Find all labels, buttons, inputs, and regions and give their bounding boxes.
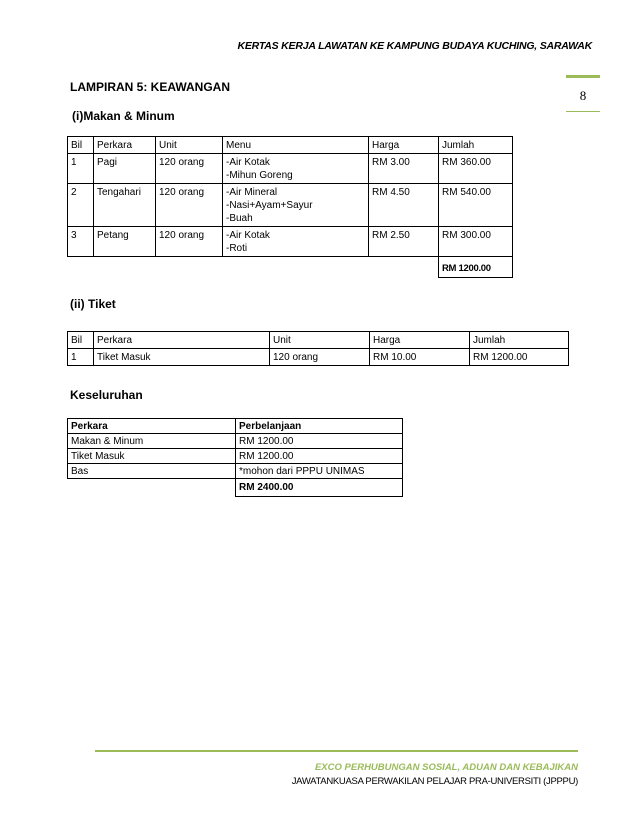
col-header-perbelanjaan: Perbelanjaan <box>236 419 403 434</box>
menu-item: -Nasi+Ayam+Sayur <box>226 200 313 211</box>
menu-item: -Roti <box>226 243 248 254</box>
cell-bil: 1 <box>68 349 94 366</box>
table-row <box>68 154 513 184</box>
section-title: LAMPIRAN 5: KEAWANGAN <box>70 80 231 94</box>
col-header-menu: Menu <box>223 137 369 154</box>
cell-perkara: Tengahari <box>94 184 156 227</box>
cell-perkara: Petang <box>94 227 156 257</box>
keseluruhan-total: RM 2400.00 <box>236 479 403 497</box>
cell-jumlah: RM 360.00 <box>439 154 513 184</box>
col-header-bil: Bil <box>68 332 94 349</box>
col-header-jumlah: Jumlah <box>470 332 569 349</box>
makan-table <box>67 136 513 278</box>
footer-rule <box>95 750 578 752</box>
cell-menu <box>223 227 369 257</box>
table-row <box>68 449 403 464</box>
keseluruhan-title: Keseluruhan <box>70 388 143 402</box>
cell-harga: RM 2.50 <box>369 227 439 257</box>
document-header-title: KERTAS KERJA LAWATAN KE KAMPUNG BUDAYA KUCHING, SARAWAK <box>237 40 592 52</box>
page-number-top-rule <box>566 75 600 78</box>
cell-perbelanjaan: RM 1200.00 <box>236 434 403 449</box>
cell-menu <box>223 184 369 227</box>
col-header-bil: Bil <box>68 137 94 154</box>
keseluruhan-header-row <box>68 419 403 434</box>
makan-title: (i)Makan & Minum <box>72 109 175 123</box>
keseluruhan-table <box>67 418 403 497</box>
cell-bil: 2 <box>68 184 94 227</box>
col-header-perkara: Perkara <box>94 332 270 349</box>
cell-unit: 120 orang <box>156 154 223 184</box>
cell-bil: 1 <box>68 154 94 184</box>
cell-perkara: Makan & Minum <box>68 434 236 449</box>
makan-total: RM 1200.00 <box>439 257 513 278</box>
col-header-unit: Unit <box>156 137 223 154</box>
col-header-harga: Harga <box>370 332 470 349</box>
cell-perkara: Pagi <box>94 154 156 184</box>
makan-header-row <box>68 137 513 154</box>
table-row <box>68 184 513 227</box>
cell-harga: RM 3.00 <box>369 154 439 184</box>
cell-unit: 120 orang <box>156 184 223 227</box>
cell-perbelanjaan: RM 1200.00 <box>236 449 403 464</box>
cell-harga: RM 4.50 <box>369 184 439 227</box>
table-row <box>68 434 403 449</box>
cell-jumlah: RM 300.00 <box>439 227 513 257</box>
col-header-jumlah: Jumlah <box>439 137 513 154</box>
table-row <box>68 349 569 366</box>
menu-item: -Buah <box>226 213 253 224</box>
cell-jumlah: RM 1200.00 <box>470 349 569 366</box>
menu-item: -Air Kotak <box>226 157 270 168</box>
tiket-header-row <box>68 332 569 349</box>
cell-perbelanjaan: *mohon dari PPPU UNIMAS <box>236 464 403 479</box>
makan-total-row <box>68 257 513 278</box>
col-header-perkara: Perkara <box>94 137 156 154</box>
cell-harga: RM 10.00 <box>370 349 470 366</box>
page-number-bottom-rule <box>566 111 600 112</box>
cell-unit: 120 orang <box>270 349 370 366</box>
table-row <box>68 464 403 479</box>
cell-jumlah: RM 540.00 <box>439 184 513 227</box>
col-header-harga: Harga <box>369 137 439 154</box>
cell-unit: 120 orang <box>156 227 223 257</box>
menu-item: -Air Mineral <box>226 187 278 198</box>
cell-perkara: Tiket Masuk <box>94 349 270 366</box>
cell-perkara: Bas <box>68 464 236 479</box>
table-row <box>68 227 513 257</box>
footer-committee: EXCO PERHUBUNGAN SOSIAL, ADUAN DAN KEBAJIKAN <box>314 762 578 773</box>
cell-perkara: Tiket Masuk <box>68 449 236 464</box>
cell-menu <box>223 154 369 184</box>
tiket-table <box>67 331 569 366</box>
menu-item: -Air Kotak <box>226 230 270 241</box>
footer-organization: JAWATANKUASA PERWAKILAN PELAJAR PRA-UNIVERSITI (JPPPU) <box>291 776 578 787</box>
tiket-title: (ii) Tiket <box>70 297 116 311</box>
col-header-perkara: Perkara <box>68 419 236 434</box>
keseluruhan-total-row <box>68 479 403 497</box>
col-header-unit: Unit <box>270 332 370 349</box>
cell-bil: 3 <box>68 227 94 257</box>
menu-item: -Mihun Goreng <box>226 170 293 181</box>
page-number: 8 <box>579 88 587 103</box>
